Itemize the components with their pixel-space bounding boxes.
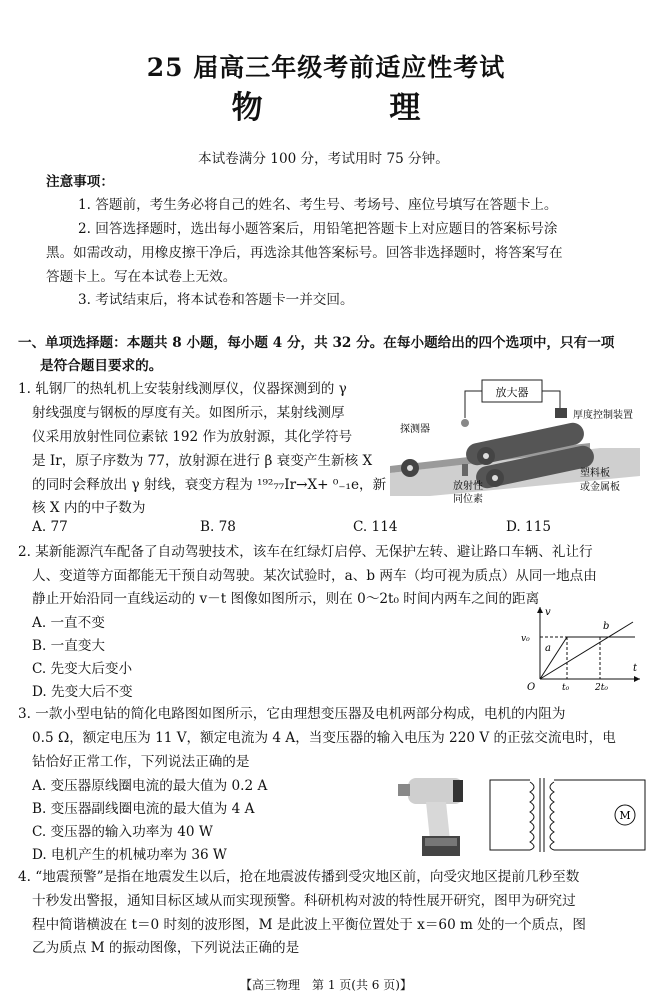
intro-text: 本试卷满分 100 分，考试用时 75 分钟。 — [198, 151, 449, 167]
source-label: 放射性 — [453, 481, 483, 492]
section-heading-cont: 是符合题目要求的。 — [40, 358, 163, 374]
notice-heading: 注意事项： — [46, 174, 114, 190]
q2-option-c: C. 先变大后变小 — [32, 661, 133, 677]
origin-label: O — [527, 682, 536, 692]
notice-line: 黑。如需改动，用橡皮擦干净后，再选涂其他答案标号。回答非选择题时，将答案写在 — [46, 245, 563, 261]
exam-title: 25 届高三年级考前适应性考试 — [146, 53, 506, 82]
detector — [461, 419, 469, 427]
q1-line: 是 Ir，原子序数为 77，放射源在进行 β 衰变产生新核 X — [32, 453, 373, 469]
q2-line: 人、变道等方面都能无干预自动驾驶。某次试验时，a、b 两车（均可视为质点）从同一地点由 — [32, 568, 597, 584]
notice-line: 3. 考试结束后，将本试卷和答题卡一并交回。 — [78, 292, 354, 308]
transformer-circuit — [485, 772, 650, 860]
v-axis-label: v — [545, 607, 551, 618]
label-b: b — [603, 621, 610, 632]
q1-line: 仪采用放射性同位素铱 192 作为放射源，其化学符号 — [32, 429, 353, 445]
plate-label: 塑料板 — [580, 468, 610, 479]
q1-option-a: A. 77 — [32, 519, 68, 535]
q1-line: 1. 轧钢厂的热轧机上安装射线测厚仪，仪器探测到的 γ — [18, 381, 347, 397]
section-heading: 一、单项选择题：本题共 8 小题，每小题 4 分，共 32 分。在每小题给出的四个选项中，只有一项 — [18, 335, 615, 351]
q3-option-c: C. 变压器的输入功率为 40 W — [32, 824, 213, 840]
q2-option-b: B. 一直变大 — [32, 638, 106, 654]
q1-option-d: D. 115 — [506, 519, 552, 535]
v0-label: v₀ — [521, 634, 530, 644]
q2-line: 2. 某新能源汽车配备了自动驾驶技术，该车在红绿灯启停、无保护左转、避让路口车辆、礼让行 — [18, 544, 593, 560]
q3-option-a: A. 变压器原线圈电流的最大值为 0.2 A — [32, 778, 268, 794]
q4-line: 十秒发出警报，通知目标区域从而实现预警。科研机构对波的特性展开研究，图甲为研究过 — [32, 893, 576, 909]
line-b — [540, 622, 633, 679]
q2-line: 静止开始沿同一直线运动的 v－t 图像如图所示，则在 0～2t₀ 时间内两车之间的距离 — [32, 591, 540, 607]
q3-line: 钻恰好正常工作，下列说法正确的是 — [32, 754, 250, 770]
vt-graph — [515, 604, 645, 692]
motor-label: M — [619, 809, 631, 822]
q1-line: 射线强度与钢板的厚度有关。如图所示，某射线测厚 — [32, 405, 345, 421]
thickness-label: 厚度控制装置 — [573, 410, 633, 421]
q4-line: 乙为质点 M 的振动图像，下列说法正确的是 — [32, 940, 300, 956]
source-label-2: 同位素 — [453, 494, 483, 505]
plate-label-2: 或金属板 — [580, 482, 620, 493]
detector-label: 探测器 — [400, 424, 430, 435]
q4-line: 程中简谐横波在 t＝0 时刻的波形图，M 是此波上平衡位置处于 x＝60 m 处的一个质点，图 — [32, 917, 586, 933]
primary-coil — [530, 782, 534, 850]
amplifier-label: 放大器 — [495, 386, 529, 399]
q3-option-b: B. 变压器副线圈电流的最大值为 4 A — [32, 801, 255, 817]
notice-line: 答题卡上。写在本试卷上无效。 — [46, 269, 237, 285]
subject-title: 物 理 — [231, 90, 479, 126]
q1-line: 核 X 内的中子数为 — [32, 500, 146, 516]
secondary-coil — [550, 782, 554, 850]
page-footer: 【高三物理 第 1 页(共 6 页)】 — [240, 978, 412, 992]
q3-option-d: D. 电机产生的机械功率为 36 W — [32, 847, 227, 863]
2t0-label: 2t₀ — [595, 683, 608, 692]
isotope-source — [462, 464, 468, 476]
q1-line: 的同时会释放出 γ 射线，衰变方程为 ¹⁹²₇₇Ir→X+ ⁰₋₁e，新 — [32, 477, 387, 493]
q1-option-c: C. 114 — [353, 519, 398, 535]
q4-line: 4. “地震预警”是指在地震发生以后，抢在地震波传播到受灾地区前，向受灾地区提前几秒至数 — [18, 869, 580, 885]
notice-line: 1. 答题前，考生务必将自己的姓名、考生号、考场号、座位号填写在答题卡上。 — [78, 197, 558, 213]
q3-line: 0.5 Ω，额定电压为 11 V，额定电流为 4 A，当变压器的输入电压为 220 V 的正弦交流电时，电 — [32, 730, 616, 746]
drill-picture — [398, 770, 478, 862]
t0-label: t₀ — [562, 683, 570, 692]
q2-option-d: D. 先变大后不变 — [32, 684, 133, 700]
q1-option-b: B. 78 — [200, 519, 236, 535]
q2-option-a: A. 一直不变 — [32, 615, 105, 631]
label-a: a — [545, 643, 551, 654]
q3-line: 3. 一款小型电钻的简化电路图如图所示，它由理想变压器及电机两部分构成，电机的内阻为 — [18, 706, 566, 722]
t-axis-label: t — [633, 663, 638, 674]
notice-line: 2. 回答选择题时，选出每小题答案后，用铅笔把答题卡上对应题目的答案标号涂 — [78, 221, 558, 237]
rolling-mill-figure — [390, 378, 640, 508]
thickness-controller — [555, 408, 567, 418]
